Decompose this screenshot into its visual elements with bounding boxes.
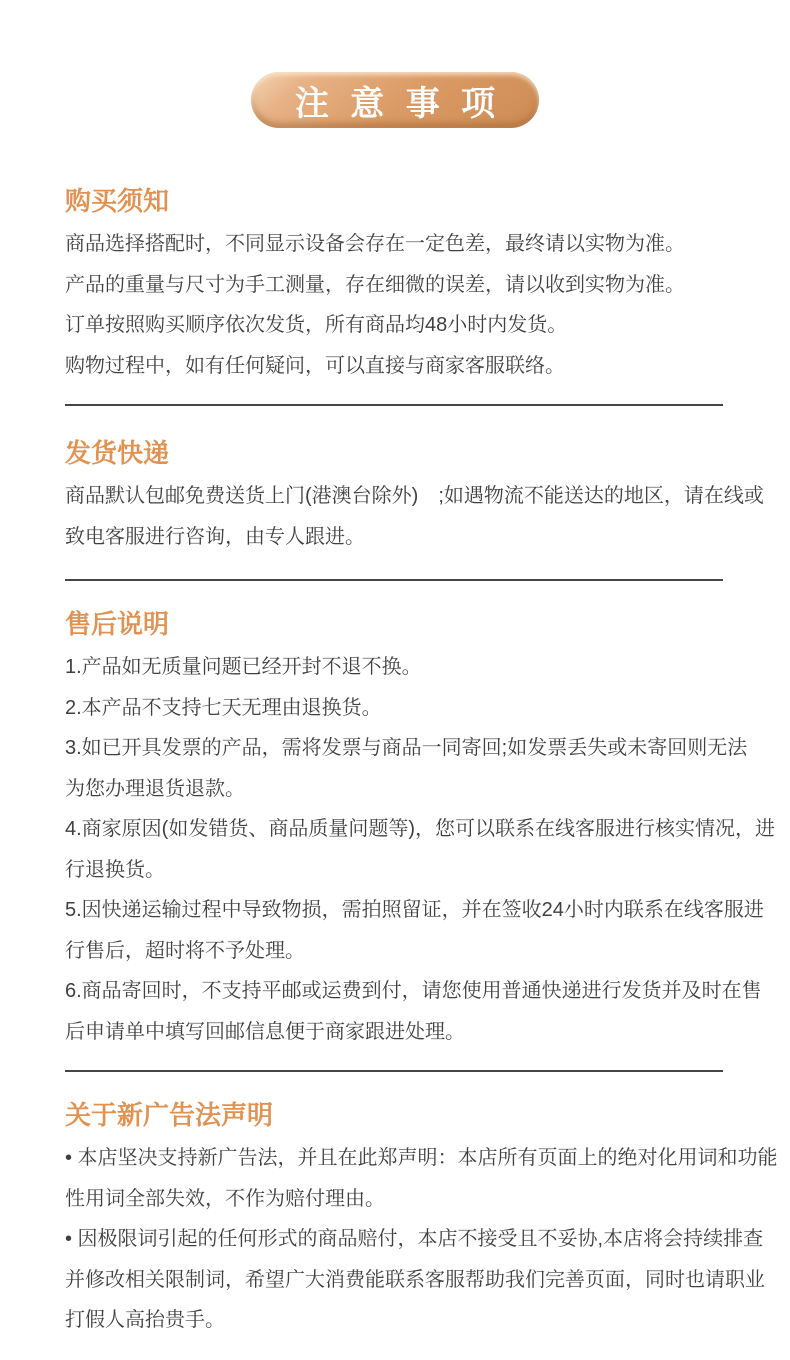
section-lines [65,647,775,1052]
text-line: 性用词全部失效，不作为赔付理由。 [65,1187,385,1210]
text-line: 为您办理退货退款。 [65,777,245,800]
text-line: 商品选择搭配时，不同显示设备会存在一定色差，最终请以实物为准。 [65,233,685,255]
text-line: 产品的重量与尺寸为手工测量，存在细微的误差，请以收到实物为准。 [65,273,685,296]
notice-badge-title: 注 意 事 项 [294,84,502,123]
notice-section [65,404,765,557]
text-line: 打假人高抬贵手。 [65,1309,225,1331]
text-line: • 因极限词引起的任何形式的商品赔付，本店不接受且不妥协,本店将会持续排查 [65,1228,764,1250]
section-heading: 发货快递 [65,438,170,468]
section-divider [65,579,723,581]
section-divider [65,404,723,406]
section-heading: 售后说明 [65,609,170,639]
text-line: 6.商品寄回时，不支持平邮或运费到付，请您使用普通快递进行发货并及时在售 [65,980,762,1002]
section-divider [65,1070,723,1072]
section-heading: 购买须知 [65,186,170,216]
notice-section [65,184,765,386]
section-lines [65,476,765,557]
notice-badge [251,72,539,128]
text-line: 2.本产品不支持七天无理由退换货。 [65,696,382,719]
text-line: 后申请单中填写回邮信息便于商家跟进处理。 [65,1020,465,1043]
text-line: 订单按照购买顺序依次发货，所有商品均48小时内发货。 [65,314,568,336]
text-line: 致电客服进行咨询，由专人跟进。 [65,525,365,548]
section-lines [65,224,765,386]
text-line: 3.如已开具发票的产品，需将发票与商品一同寄回;如发票丢失或未寄回则无法 [65,737,748,759]
notice-section [65,1070,778,1341]
text-line: 购物过程中，如有任何疑问，可以直接与商家客服联络。 [65,354,565,377]
text-line: 行售后，超时将不予处理。 [65,939,305,962]
text-line: 并修改相关限制词，希望广大消费能联系客服帮助我们完善页面，同时也请职业 [65,1268,765,1291]
text-line: • 本店坚决支持新广告法，并且在此郑声明：本店所有页面上的绝对化用词和功能 [65,1147,778,1169]
text-line: 4.商家原因(如发错货、商品质量问题等)，您可以联系在线客服进行核实情况，进 [65,818,775,840]
section-lines [65,1138,778,1341]
text-line: 1.产品如无质量问题已经开封不退不换。 [65,656,422,678]
section-heading: 关于新广告法声明 [65,1100,274,1130]
notice-content [65,184,778,1341]
text-line: 5.因快递运输过程中导致物损，需拍照留证，并在签收24小时内联系在线客服进 [65,899,764,921]
text-line: 商品默认包邮免费送货上门(港澳台除外) ;如遇物流不能送达的地区，请在线或 [65,485,764,507]
text-line: 行退换货。 [65,858,165,881]
notice-section [65,579,775,1052]
